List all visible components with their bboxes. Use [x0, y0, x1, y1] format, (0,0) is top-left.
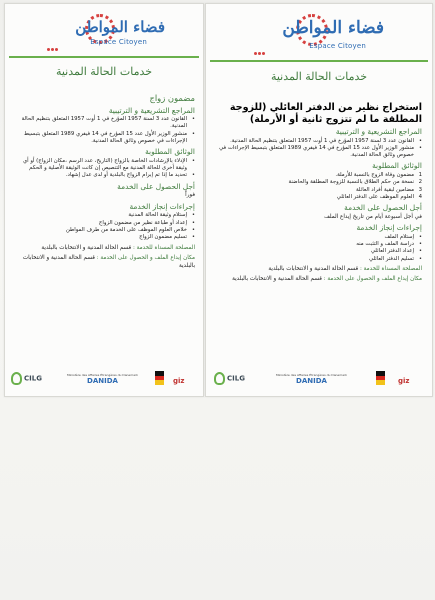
list-item: • إعداد أو طباعة نظير من مضمون الزواج: [13, 220, 188, 227]
green-divider: [9, 56, 199, 58]
place-value: قسم الحالة المدنية و الانتخابات بالبلدية: [22, 255, 195, 269]
cilg-mark-icon: [214, 372, 225, 385]
docs-heading: الوثائق المطلوبة: [145, 147, 195, 157]
german-flag-icon: [155, 371, 164, 385]
cilg-mark-icon: [11, 372, 22, 385]
procedures-list: [214, 234, 422, 263]
cilg-logo: CILG: [214, 372, 245, 385]
sponsor-footer: [5, 370, 203, 392]
leaflet-marriage-extract: [4, 3, 204, 397]
place-line: [13, 255, 195, 270]
procedures-heading: إجراءات إنجاز الخدمة: [356, 223, 422, 233]
deadline-heading: أجل الحصول على الخدمة: [117, 181, 195, 191]
list-item: • القانون عدد 3 لسنة 1957 المؤرخ في 1 أوت 1957 المتعلق بتنظيم الحالة المدنية.: [13, 116, 188, 131]
danida-logo: Ministère des Affaires Étrangères du Danemark DANIDA: [276, 373, 348, 385]
subject-heading: استخراج نظير من الدفتر العائلي (للزوجة المطلقة ما لم تتزوج ثانية أو الأرملة): [229, 102, 422, 125]
legal-refs-list: [13, 116, 195, 145]
legal-heading: المراجع التشريعية و الترتيبية: [108, 105, 195, 115]
department-value: قسم الحالة المدنية و الانتخابات بالبلدية: [268, 265, 359, 272]
place-line: [214, 276, 422, 284]
deadline-value: في أجل أسبوعة أيام من تاريخ إيداع الملف: [324, 213, 422, 220]
green-divider: [210, 60, 428, 62]
department-label: المصلحة المسداة للخدمة :: [359, 265, 422, 272]
subject-heading: مضمون زواج: [149, 93, 195, 103]
leaflet-body: [214, 102, 422, 284]
list-item: • إستلام وثيقة الحالة المدنية: [13, 212, 188, 219]
espace-citoyen-logo: [254, 12, 384, 48]
list-item: • إستلام الملف: [214, 234, 415, 241]
service-title: خدمات الحالة المدنية: [270, 70, 368, 83]
list-item: • تحديد ما إذا تم إبرام الزواج بالبلدية أو لدى عدل إشهاد.: [13, 172, 188, 179]
leaflet-family-booklet-copy: [205, 3, 433, 397]
department-line: [214, 266, 422, 274]
legal-refs-list: [214, 138, 422, 160]
logo-arabic-text: فضاء المواطن: [282, 18, 384, 38]
list-item: • إعداد الدفتر العائلي: [214, 248, 415, 255]
docs-list: [13, 158, 195, 180]
deadline-value: فوراً: [185, 192, 195, 199]
list-item: • تسليم مضمون الزواج: [13, 234, 188, 241]
giz-logo: giz: [173, 377, 185, 385]
list-item: 2 نسخة من حكم الطلاق بالنسبة للزوجة المطلقة والحاضنة: [288, 179, 422, 186]
department-value: قسم الحالة المدنية و الانتخابات بالبلدية: [41, 244, 132, 251]
list-item: 1 مضمون وفاة الزوج بالنسبة للأرملة.: [335, 171, 422, 178]
list-item: • الإدلاء بالإرشادات الخاصة بالزواج (التاريخ، عدد الرسم ،مكان الزواج) أو أي وثيقة أخرى للحالة المدنية مع التنصيص إن كانت الوثيقة الأصلية و الحكم: [13, 158, 188, 173]
logo-dots-icon: [254, 40, 272, 45]
legal-heading: المراجع التشريعية و الترتيبية: [335, 127, 422, 136]
list-item: • تسليم الدفتر العائلي: [214, 256, 415, 263]
german-flag-icon: [376, 371, 385, 385]
list-item: • خلاص العلوم الموظف على الخدمة من طرف المواطن: [13, 227, 188, 234]
leaflet-body: [13, 91, 195, 270]
list-item: • دراسة الملف و التثبت منه: [214, 241, 415, 248]
list-item: 4 العلوم الموظف على الدفتر العائلي: [336, 193, 422, 200]
procedures-heading: إجراءات إنجاز الخدمة: [129, 201, 195, 211]
list-item: • منشور الوزير الأول عدد 15 المؤرخ في 14 فيفري 1989 المتعلق بتبسيط الإجراءات في خصوص وثائق الحالة المدنية.: [13, 131, 188, 146]
department-line: [13, 245, 195, 253]
procedures-list: [13, 212, 195, 241]
service-title: خدمات الحالة المدنية: [55, 65, 153, 78]
department-label: المصلحة المسداة للخدمة :: [132, 244, 195, 251]
list-item: • القانون عدد 3 لسنة 1957 المؤرخ في 1 أوت 1957 المتعلق بتنظيم الحالة المدنية.: [214, 138, 415, 145]
danida-logo: Ministère des Affaires Étrangères du Danemark DANIDA: [67, 373, 139, 385]
place-label: مكان إيداع الملف و الحصول على الخدمة :: [323, 276, 422, 283]
espace-citoyen-logo: [47, 12, 165, 46]
giz-logo: giz: [398, 377, 410, 385]
logo-sub-text: Espace Citoyen: [90, 38, 147, 46]
logo-sub-text: Espace Citoyen: [309, 42, 366, 50]
logo-arabic-text: فضاء المواطن: [75, 18, 165, 36]
list-item: • منشور الوزير الأول عدد 15 المؤرخ في 14 فيفري 1989 المتعلق بتبسيط الإجراءات في خصوص وثائق الحالة المدنية.: [214, 145, 415, 160]
place-label: مكان إيداع الملف و الحصول على الخدمة :: [96, 255, 195, 262]
list-item: 3 مضامين لبقية أفراد العائلة: [356, 186, 422, 193]
docs-heading: الوثائق المطلوبة: [372, 161, 422, 171]
cilg-logo: CILG: [11, 372, 42, 385]
place-value: قسم الحالة المدنية و الانتخابات بالبلدية: [232, 276, 322, 283]
docs-list: [214, 172, 422, 201]
logo-dots-icon: [47, 36, 65, 41]
deadline-heading: أجل الحصول على الخدمة: [344, 203, 422, 213]
sponsor-footer: [206, 370, 432, 392]
